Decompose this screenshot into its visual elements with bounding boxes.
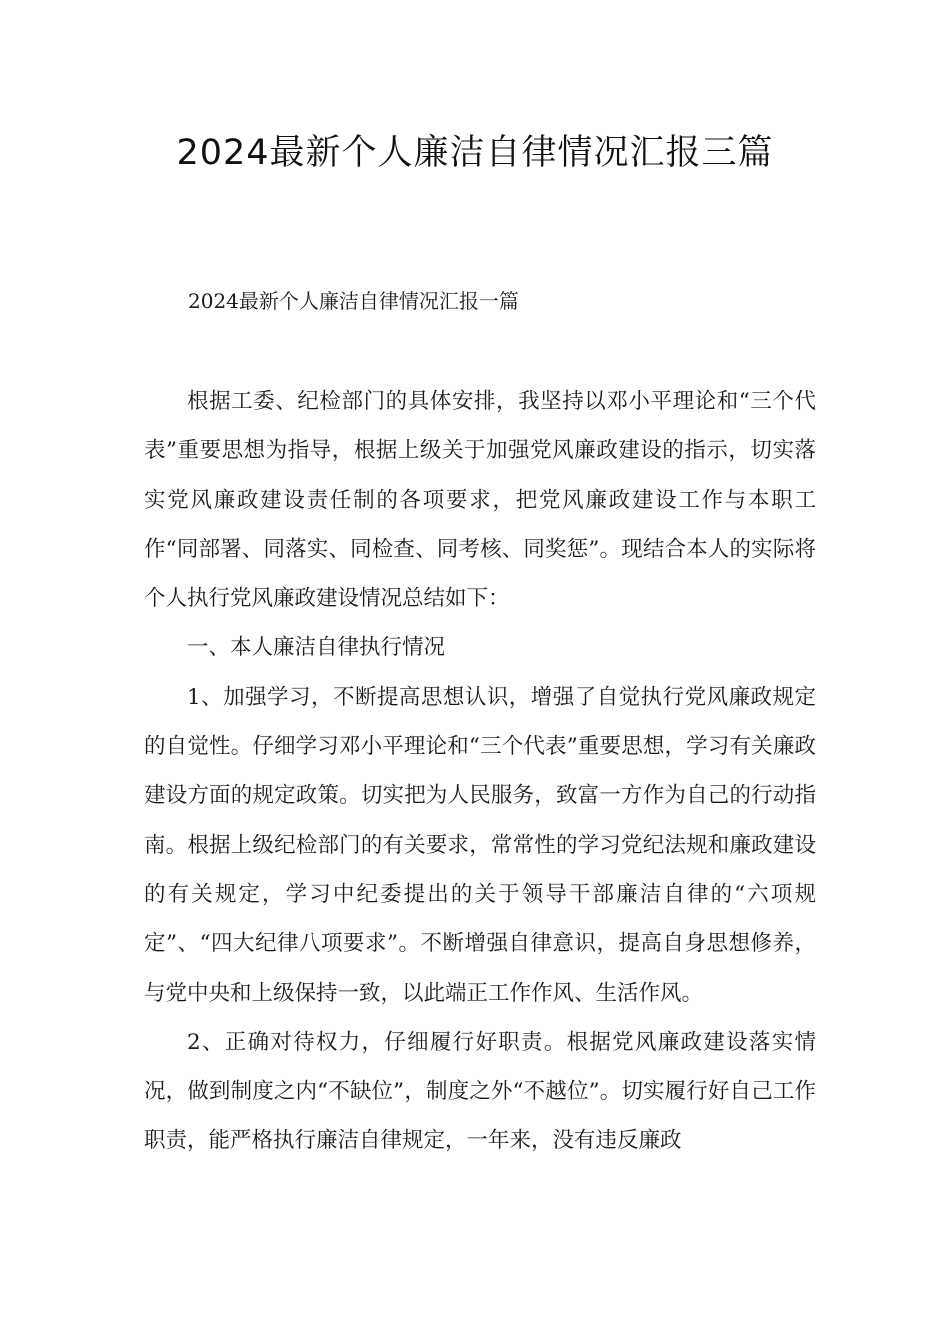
paragraph-item-1: 1、加强学习，不断提高思想认识，增强了自觉执行党风廉政规定的自觉性。仔细学习邓小平理论和“三个代表”重要思想，学习有关廉政建设方面的规定政策。切实把为人民服务，致富一方作为自己的行动指南。根据上级纪检部门的有关要求，常常性的学习党纪法规和廉政建设的有关规定，学习中纪委提出的关于领导干部廉洁自律的“六项规定”、“四大纪律八项要求”。不断增强自律意识，提高自身思想修养，与党中央和上级保持一致，以此端正工作作风、生活作风。 [144,684,816,1006]
document-title: 2024最新个人廉洁自律情况汇报三篇 [176,133,774,173]
paragraph-item-2: 2、正确对待权力，仔细履行好职责。根据党风廉政建设落实情况，做到制度之内“不缺位”，制度之外“不越位”。切实履行好自己工作职责，能严格执行廉洁自律规定，一年来，没有违反廉政 [144,1029,816,1154]
section-subtitle: 2024最新个人廉洁自律情况汇报一篇 [188,289,519,313]
paragraph-intro: 根据工委、纪检部门的具体安排，我坚持以邓小平理论和“三个代表”重要思想为指导，根据上级关于加强党风廉政建设的指示，切实落实党风廉政建设责任制的各项要求，把党风廉政建设工作与本职工作“同部署、同落实、同检查、同考核、同奖惩”。现结合本人的实际将个人执行党风廉政建设情况总结如下： [144,389,816,612]
paragraph-heading-1: 一、本人廉洁自律执行情况 [187,635,446,661]
document-body [144,377,816,1166]
